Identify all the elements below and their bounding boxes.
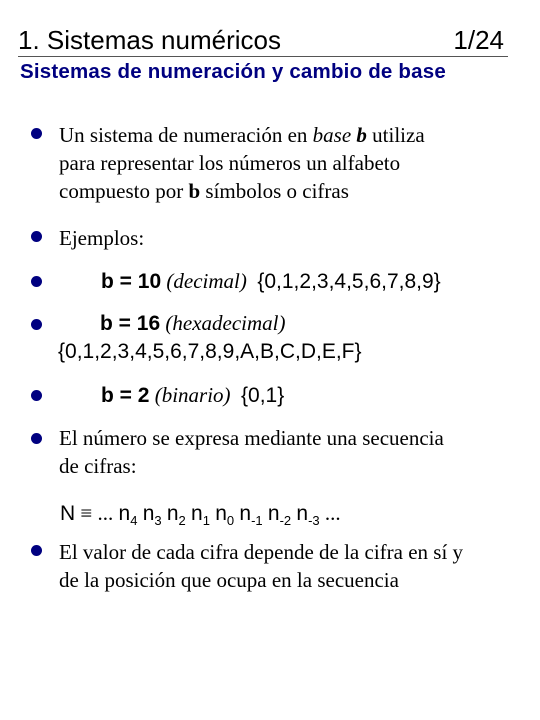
hex-line-1: b = 16 (hexadecimal)	[100, 311, 286, 335]
formula-term-subscript: -2	[279, 513, 292, 528]
slide-subtitle: Sistemas de numeración y cambio de base	[20, 60, 446, 83]
slide-title: 1. Sistemas numéricos	[18, 25, 281, 55]
formula-term-subscript: 3	[154, 513, 162, 528]
bullet-icon	[31, 276, 42, 287]
formula-term-base: n	[191, 502, 203, 525]
bullet-decimal: b = 10 (decimal) {0,1,2,3,4,5,6,7,8,9}	[101, 269, 441, 293]
formula-term-base: n	[142, 502, 155, 525]
bullet-ejemplos: Ejemplos:	[59, 226, 145, 250]
formula-term-base: n	[166, 502, 179, 525]
formula-term-subscript: -1	[251, 513, 263, 528]
hex-line-2: {0,1,2,3,4,5,6,7,8,9,A,B,C,D,E,F}	[58, 340, 362, 363]
bullet-sequence	[59, 424, 444, 480]
bullet-intro	[59, 121, 425, 205]
bullet-icon	[31, 128, 42, 139]
header-divider	[18, 56, 508, 57]
digit-sequence-formula: N ≡ ... $n_4$ $n_3$ $n_2$ $n_1$ $n_0$ $n_{-1}$ $n_{-2}$ $n_{-3}$ ...	[60, 501, 341, 528]
bullet-icon	[31, 319, 42, 330]
formula-terms	[118, 501, 325, 528]
formula-term-base: n	[239, 502, 252, 525]
formula-term	[296, 501, 320, 528]
sequence-line-1: El número se expresa mediante una secuencia	[59, 426, 444, 450]
formula-term	[239, 501, 263, 528]
value-line-2: de la posición que ocupa en la secuencia	[59, 568, 399, 592]
intro-line-1: Un sistema de numeración en base b utiliza	[59, 123, 425, 147]
bullet-icon	[31, 390, 42, 401]
formula-term	[191, 501, 210, 528]
formula-term-subscript: 0	[226, 513, 235, 528]
formula-term-base: n	[215, 502, 227, 525]
bullet-icon	[31, 545, 42, 556]
intro-line-3: compuesto por b símbolos o cifras	[59, 179, 349, 203]
page-number: 1/24	[453, 25, 504, 55]
formula-term	[118, 501, 138, 528]
bullet-binary: b = 2 (binario) {0,1}	[101, 383, 285, 407]
formula-term	[215, 501, 235, 528]
formula-term-subscript: 1	[202, 513, 210, 528]
formula-term	[166, 501, 186, 528]
bullet-icon	[31, 231, 42, 242]
intro-line-2: para representar los números un alfabeto	[59, 151, 401, 175]
formula-term-base: n	[267, 502, 280, 525]
bullet-hexadecimal	[58, 309, 362, 366]
sequence-line-2: de cifras:	[59, 454, 137, 478]
bullet-digit-value	[59, 538, 463, 594]
formula-term-base: n	[118, 502, 131, 525]
formula-term-subscript: 4	[130, 513, 138, 528]
value-line-1: El valor de cada cifra depende de la cifra en sí y	[59, 540, 464, 564]
formula-term-subscript: 2	[178, 513, 186, 528]
bullet-icon	[31, 433, 42, 444]
formula-term	[142, 501, 162, 528]
formula-term-subscript: -3	[308, 513, 320, 528]
formula-term-base: n	[296, 502, 309, 525]
formula-term	[267, 501, 292, 528]
